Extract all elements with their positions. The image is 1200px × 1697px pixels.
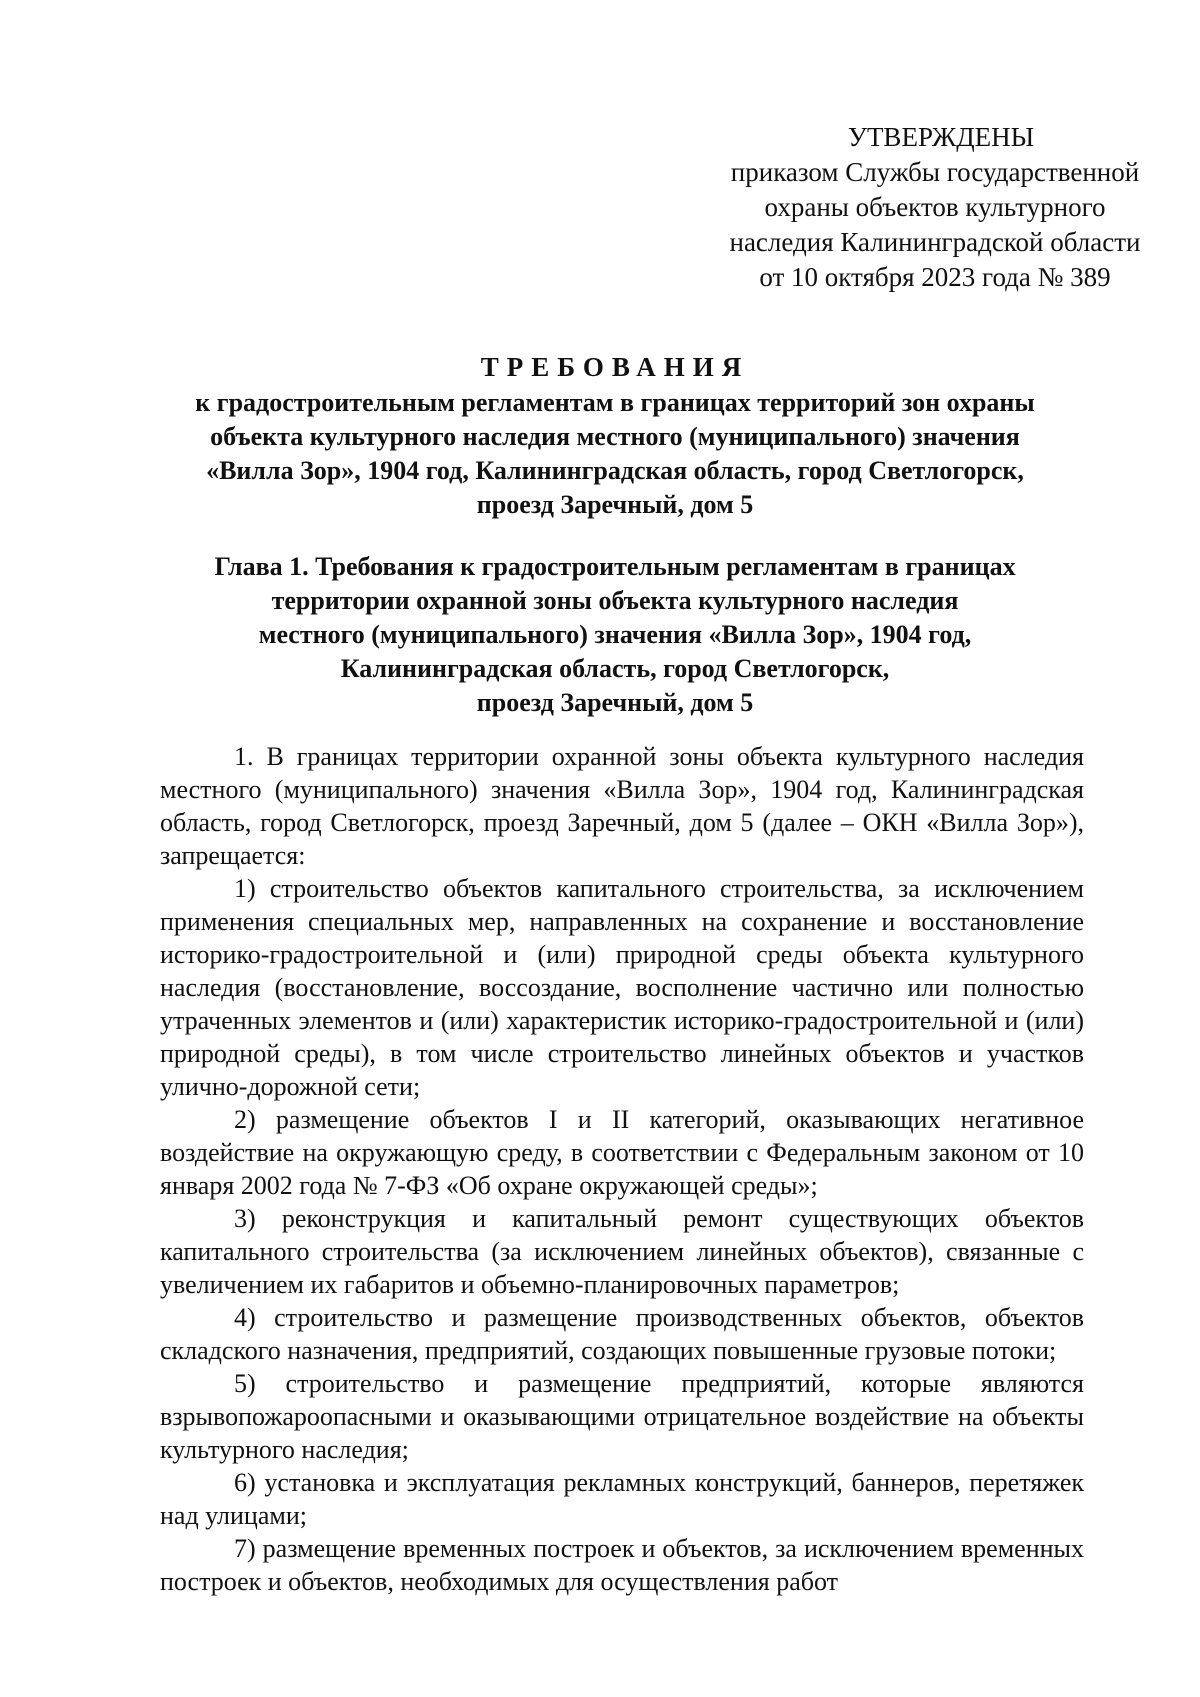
document-title-block	[150, 350, 1080, 522]
document-subtitle-line: проезд Заречный, дом 5	[476, 490, 754, 519]
body-paragraph: 6) установка и эксплуатация рекламных конструкций, баннеров, перетяжек над улицами;	[160, 1468, 1084, 1530]
chapter-heading-line: территории охранной зоны объекта культурного наследия	[271, 586, 959, 615]
body-paragraph: 1. В границах территории охранной зоны объекта культурного наследия местного (муниципального) значения «Вилла Зор», 1904 год, Калининградская область, город Светлогорск, проезд Заречный, дом 5 (далее – ОКН «Вилла Зор»), запрещается:	[160, 742, 1084, 870]
approval-stamp-block	[700, 120, 1170, 295]
chapter-heading-line: Глава 1. Требования к градостроительным регламентам в границах	[214, 552, 1016, 581]
chapter-heading-line: местного (муниципального) значения «Вилла Зор», 1904 год,	[258, 620, 972, 649]
body-paragraph: 3) реконструкция и капитальный ремонт существующих объектов капитального строительства (за исключением линейных объектов), связанные с увеличением их габаритов и объемно-планировочных параметров;	[160, 1204, 1084, 1299]
document-body	[160, 740, 1084, 1598]
chapter-heading-line: проезд Заречный, дом 5	[476, 688, 754, 717]
chapter-heading-block	[150, 550, 1080, 720]
chapter-heading-line: Калининградская область, город Светлогорск,	[340, 654, 890, 683]
approval-line: охраны объектов культурного	[764, 192, 1106, 222]
approval-line: от 10 октября 2023 года № 389	[759, 262, 1111, 292]
document-title: ТРЕБОВАНИЯ	[480, 352, 750, 382]
approval-heading: УТВЕРЖДЕНЫ	[847, 122, 1035, 152]
document-subtitle-line: объекта культурного наследия местного (муниципального) значения	[210, 422, 1020, 451]
document-subtitle-line: к градостроительным регламентам в границах территорий зон охраны	[195, 388, 1035, 417]
body-paragraph: 5) строительство и размещение предприятий, которые являются взрывопожароопасными и оказывающими отрицательное воздействие на объекты культурного наследия;	[160, 1369, 1084, 1464]
body-paragraph: 7) размещение временных построек и объектов, за исключением временных построек и объектов, необходимых для осуществления работ	[160, 1534, 1084, 1596]
body-paragraph: 2) размещение объектов I и II категорий, оказывающих негативное воздействие на окружающую среду, в соответствии с Федеральным законом от 10 января 2002 года № 7-ФЗ «Об охране окружающей среды»;	[160, 1105, 1084, 1200]
body-paragraph: 4) строительство и размещение производственных объектов, объектов складского назначения, предприятий, создающих повышенные грузовые потоки;	[160, 1303, 1084, 1365]
approval-line: приказом Службы государственной	[730, 157, 1140, 187]
approval-line: наследия Калининградской области	[729, 227, 1141, 257]
body-paragraph: 1) строительство объектов капитального строительства, за исключением применения специальных мер, направленных на сохранение и восстановление историко-градостроительной и (или) природной среды объекта культурного наследия (восстановление, воссоздание, восполнение частично или полностью утраченных элементов и (или) характеристик историко-градостроительной и (или) природной среды), в том числе строительство линейных объектов и участков улично-дорожной сети;	[160, 874, 1084, 1101]
document-subtitle-line: «Вилла Зор», 1904 год, Калининградская область, город Светлогорск,	[206, 456, 1024, 485]
